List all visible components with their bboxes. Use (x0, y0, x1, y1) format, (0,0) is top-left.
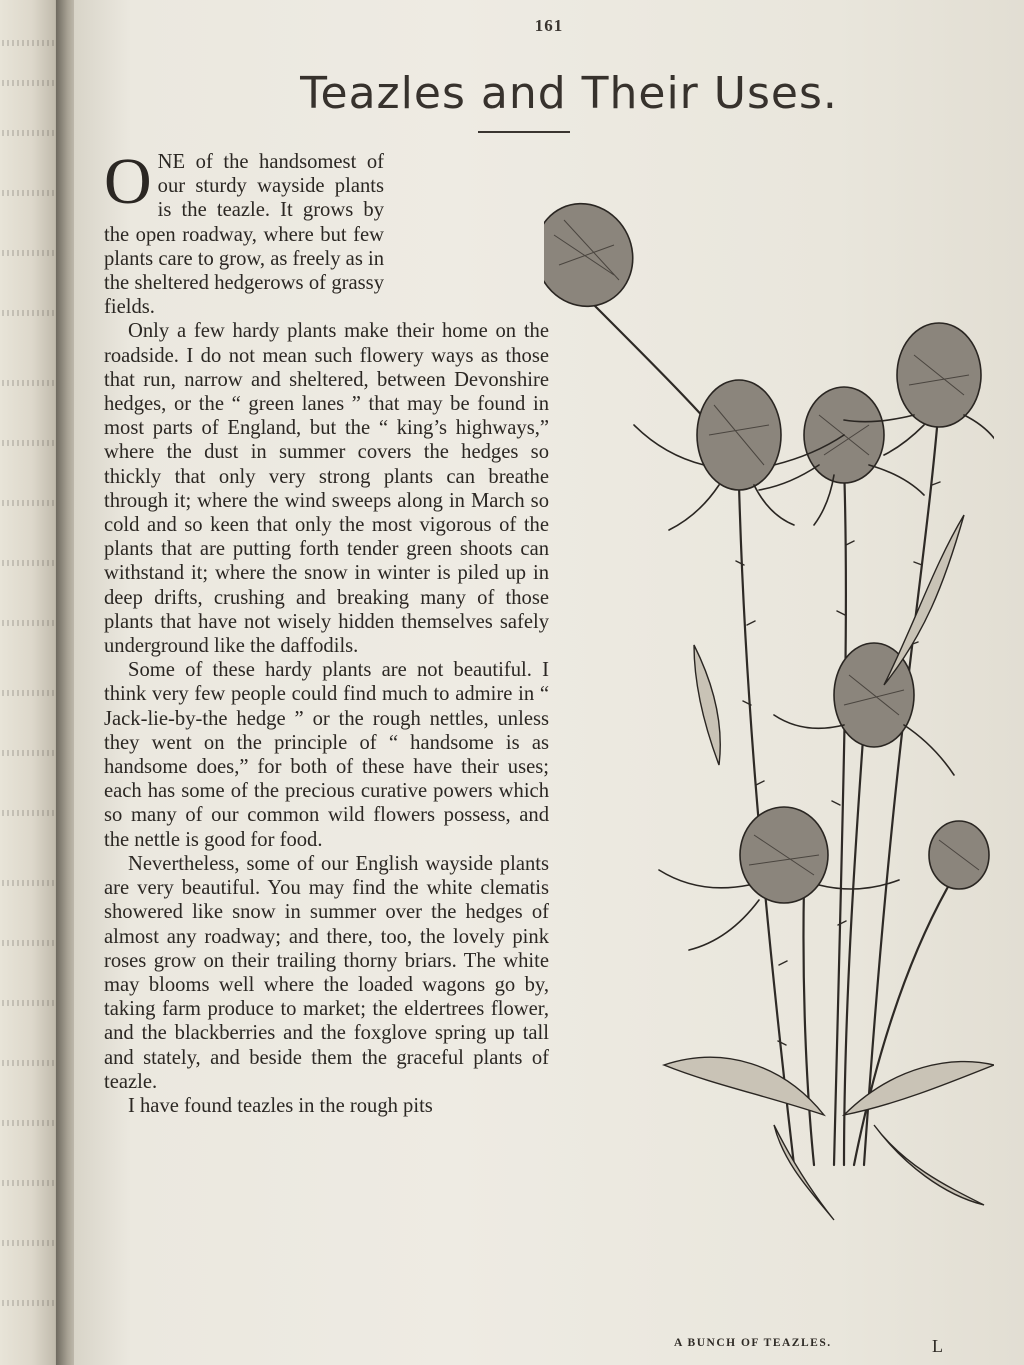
paragraph-4: Nevertheless, some of our English wayside plants are very beautiful. You may find the white clematis showered like snow in summer over the hedges of almost any roadway; and there, too, the lovely pink roses grow on their trailing thorny briars. The white may blooms well where the loaded wagons go by, taking farm produce to market; the eldertrees flower, and the blackberries and the foxglove spring up tall and stately, and beside them the graceful plants of teazle. (104, 852, 549, 1093)
drop-cap: O (104, 145, 152, 218)
page-number: 161 (534, 16, 564, 35)
facing-page-edge (0, 0, 64, 1365)
teazle-illustration (544, 165, 994, 1225)
illustration-caption: A BUNCH OF TEAZLES. (674, 1337, 832, 1349)
paragraph-3: Some of these hardy plants are not beautiful. I think very few people could find much to admire in “ Jack-lie-by-the hedge ” or the rough nettles, unless they went on the principle of “ handsome is as handsome does,” for both of these have their uses; each has some of the precious curative powers which so many of our common wild flowers possess, and the nettle is good for food. (104, 659, 549, 851)
paragraph-5: I have found teazles in the rough pits (128, 1094, 433, 1117)
title-rule (478, 131, 570, 133)
paragraph-2: Only a few hardy plants make their home on the roadside. I do not mean such flowery ways as those that run, narrow and sheltered, between Devonshire hedges, or the “ green lanes ” that may be found in most parts of England, but the “ king’s highways,” where the dust in summer covers the hedges so thickly that only very strong plants can breathe through it; where the wind sweeps along in March so cold and so keen that only the most vigorous of the plants that are putting forth tender green shoots can withstand it; where the snow in winter is piled up in deep drifts, crushing and breaking many of those plants that have not wisely hidden themselves safely underground like the daffodils. (104, 320, 549, 658)
article-title: Teazles and Their Uses. (300, 68, 838, 119)
paragraph-1: ONE of the handsomest of our sturdy wayside plants is the teazle. It grows by the open roadway, where but few plants care to grow, as freely as in the sheltered hedgerows of grassy fields. (104, 145, 385, 319)
book-page (74, 0, 1024, 1365)
signature-mark: L (932, 1336, 943, 1356)
article-body (104, 145, 549, 1118)
